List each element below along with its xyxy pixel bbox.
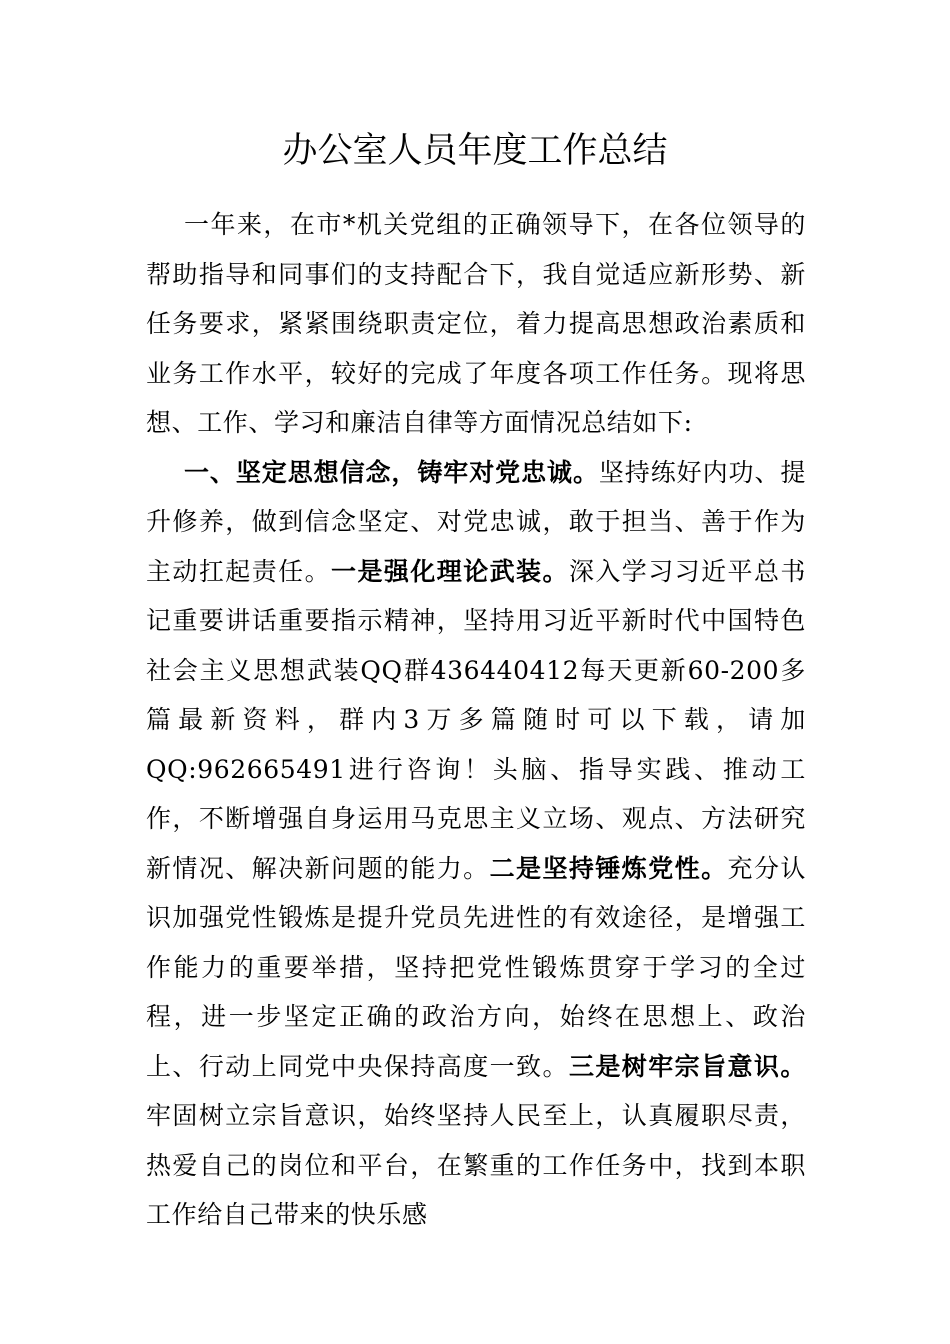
section-1-intro: 坚持练好内功、提升修养，做到信念坚定、对党忠诚，敢于担当、善于作为主动扛起责任。 xyxy=(146,457,806,586)
document-body xyxy=(146,200,806,1240)
point-3-heading: 三是树牢宗旨意识。 xyxy=(568,1051,806,1081)
point-3-text: 牢固树立宗旨意识，始终坚持人民至上，认真履职尽责，热爱自己的岗位和平台，在繁重的工作任务中，找到本职工作给自己带来的快乐感 xyxy=(146,1101,806,1229)
section-1-paragraph xyxy=(146,448,806,1240)
document-title: 办公室人员年度工作总结 xyxy=(282,131,668,171)
point-1-heading: 一是强化理论武装。 xyxy=(331,556,569,586)
point-1-text: 深入学习习近平总书记重要讲话重要指示精神，坚持用习近平新时代中国特色社会主义思想武装QQ群436440412每天更新60-200多篇最新资料，群内3万多篇随时可以下载，请加QQ:962665491进行咨询！头脑、指导实践、推动工作，不断增强自身运用马克思主义立场、观点、方法研究新情况、解决新问题的能力。 xyxy=(146,556,806,883)
point-2-text: 充分认识加强党性锻炼是提升党员先进性的有效途径，是增强工作能力的重要举措，坚持把党性锻炼贯穿于学习的全过程，进一步坚定正确的政治方向，始终在思想上、政治上、行动上同党中央保持高度一致。 xyxy=(146,853,806,1081)
point-2-heading: 二是坚持锤炼党性。 xyxy=(489,853,728,883)
section-1-heading: 一、坚定思想信念，铸牢对党忠诚。 xyxy=(184,457,599,487)
intro-paragraph: 一年来，在市*机关党组的正确领导下，在各位领导的帮助指导和同事们的支持配合下，我自觉适应新形势、新任务要求，紧紧围绕职责定位，着力提高思想政治素质和业务工作水平，较好的完成了年度各项工作任务。现将思想、工作、学习和廉洁自律等方面情况总结如下: xyxy=(146,210,806,437)
